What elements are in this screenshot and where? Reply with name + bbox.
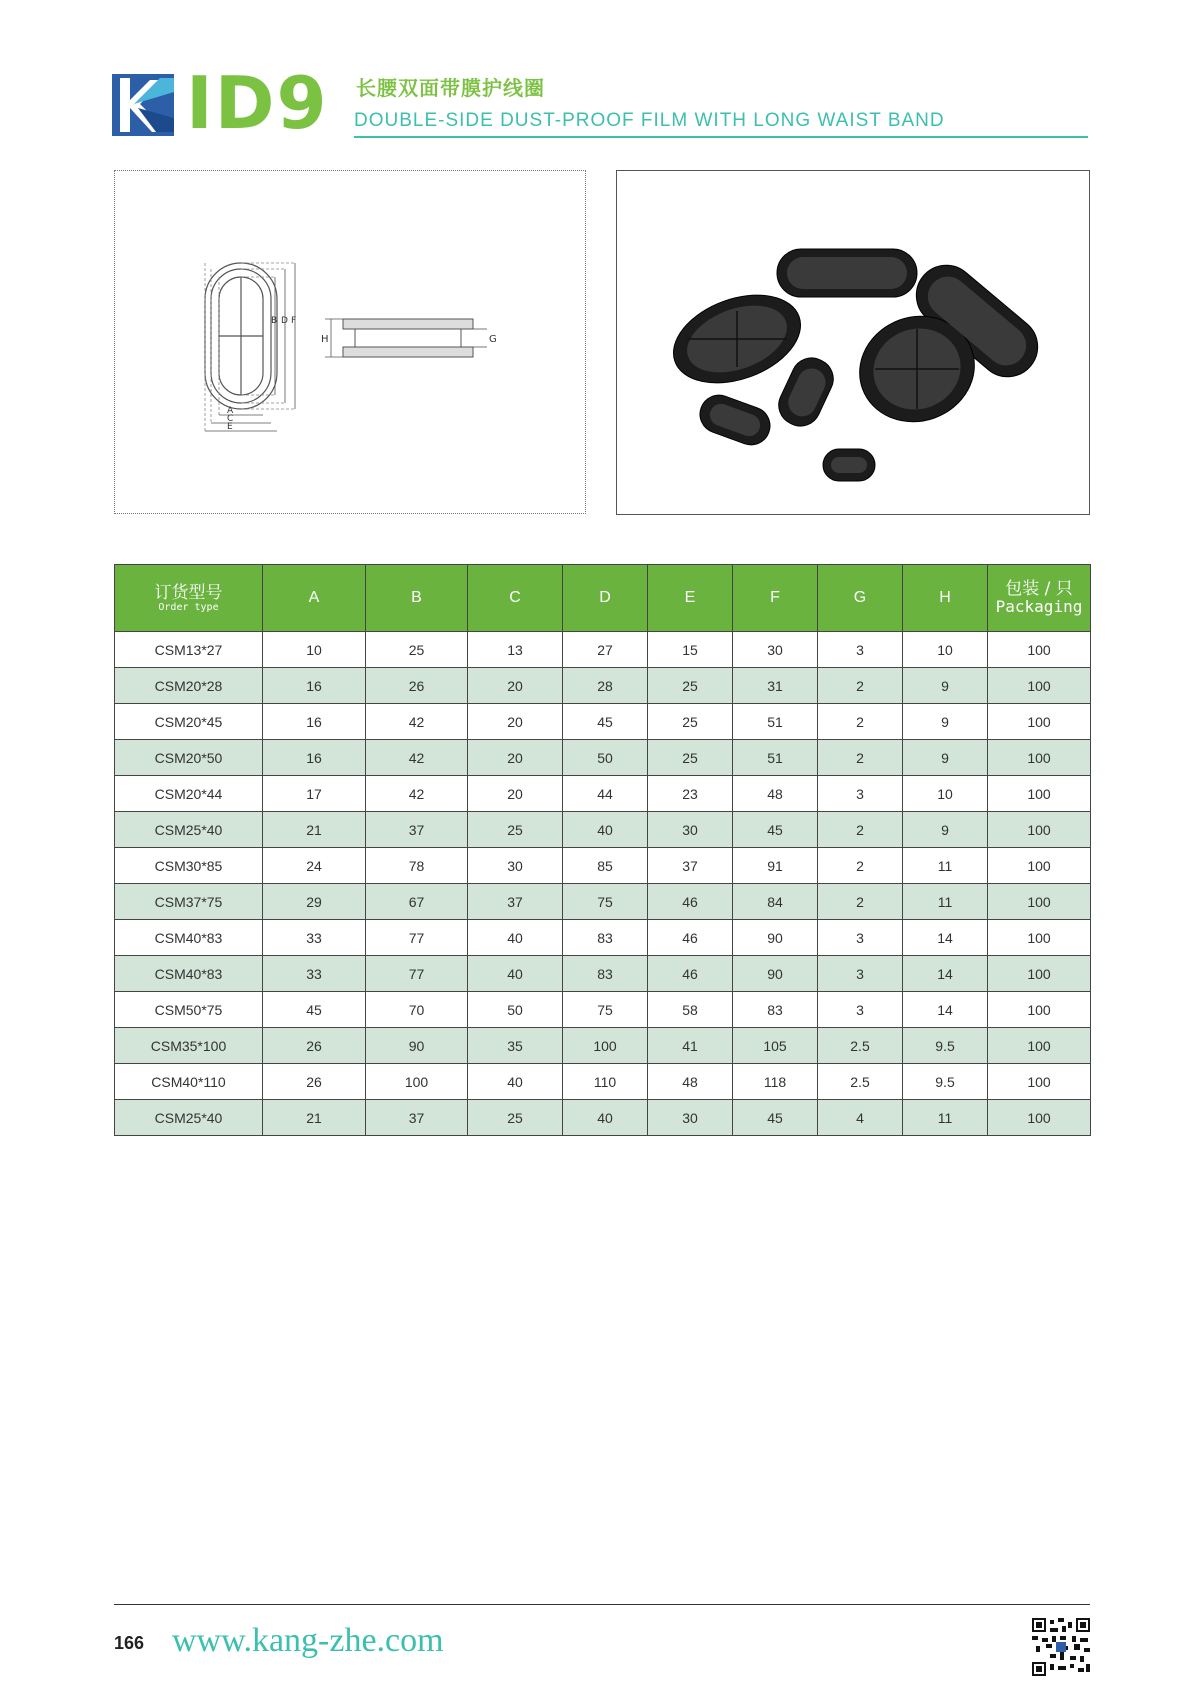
dim-label-g: G: [489, 334, 497, 345]
cell-dimension: 45: [733, 812, 818, 848]
cell-dimension: 11: [903, 884, 988, 920]
cell-dimension: 2: [818, 884, 903, 920]
header-divider: [354, 136, 1088, 138]
cell-dimension: 105: [733, 1028, 818, 1064]
cell-dimension: 75: [563, 884, 648, 920]
header-col-g: G: [818, 565, 903, 632]
cell-dimension: 11: [903, 1100, 988, 1136]
table-row: [115, 812, 1091, 848]
cell-order-type: CSM20*44: [115, 776, 263, 812]
cell-dimension: 27: [563, 632, 648, 668]
cell-dimension: 25: [468, 1100, 563, 1136]
cell-dimension: 42: [366, 776, 468, 812]
cell-dimension: 2.5: [818, 1064, 903, 1100]
cell-order-type: CSM37*75: [115, 884, 263, 920]
cell-dimension: 48: [648, 1064, 733, 1100]
grommet-dimension-diagram: [115, 171, 585, 513]
dim-label-a: A: [227, 406, 234, 416]
header-col-h: H: [903, 565, 988, 632]
cell-packaging: 100: [988, 668, 1091, 704]
cell-dimension: 40: [468, 956, 563, 992]
cell-dimension: 45: [733, 1100, 818, 1136]
cell-order-type: CSM30*85: [115, 848, 263, 884]
cell-order-type: CSM40*83: [115, 956, 263, 992]
cell-dimension: 17: [263, 776, 366, 812]
cell-dimension: 10: [263, 632, 366, 668]
cell-order-type: CSM25*40: [115, 1100, 263, 1136]
cell-dimension: 42: [366, 740, 468, 776]
table-row: [115, 740, 1091, 776]
header-col-b: B: [366, 565, 468, 632]
cell-dimension: 10: [903, 776, 988, 812]
table-row: [115, 920, 1091, 956]
cell-packaging: 100: [988, 1028, 1091, 1064]
cell-dimension: 45: [263, 992, 366, 1028]
cell-packaging: 100: [988, 632, 1091, 668]
cell-dimension: 100: [366, 1064, 468, 1100]
cell-order-type: CSM35*100: [115, 1028, 263, 1064]
cell-dimension: 3: [818, 920, 903, 956]
cell-dimension: 83: [733, 992, 818, 1028]
cell-dimension: 9: [903, 704, 988, 740]
cell-dimension: 9: [903, 668, 988, 704]
company-logo-mark: [112, 74, 174, 136]
cell-dimension: 83: [563, 920, 648, 956]
cell-order-type: CSM20*50: [115, 740, 263, 776]
cell-dimension: 23: [648, 776, 733, 812]
cell-dimension: 90: [733, 956, 818, 992]
cell-packaging: 100: [988, 920, 1091, 956]
cell-dimension: 3: [818, 992, 903, 1028]
cell-dimension: 41: [648, 1028, 733, 1064]
cell-dimension: 30: [648, 1100, 733, 1136]
cell-packaging: 100: [988, 740, 1091, 776]
cell-packaging: 100: [988, 956, 1091, 992]
cell-dimension: 91: [733, 848, 818, 884]
cell-dimension: 10: [903, 632, 988, 668]
website-url: www.kang-zhe.com: [172, 1622, 444, 1659]
cell-dimension: 21: [263, 1100, 366, 1136]
cell-dimension: 51: [733, 740, 818, 776]
cell-dimension: 46: [648, 956, 733, 992]
cell-dimension: 75: [563, 992, 648, 1028]
cell-dimension: 46: [648, 884, 733, 920]
cell-order-type: CSM20*28: [115, 668, 263, 704]
table-row: [115, 776, 1091, 812]
cell-dimension: 100: [563, 1028, 648, 1064]
cell-dimension: 3: [818, 956, 903, 992]
cell-dimension: 25: [366, 632, 468, 668]
cell-packaging: 100: [988, 848, 1091, 884]
table-row: [115, 704, 1091, 740]
cell-dimension: 30: [468, 848, 563, 884]
header-col-d: D: [563, 565, 648, 632]
table-row: [115, 1100, 1091, 1136]
cell-dimension: 20: [468, 668, 563, 704]
cell-dimension: 14: [903, 956, 988, 992]
cell-dimension: 90: [366, 1028, 468, 1064]
cell-dimension: 25: [648, 740, 733, 776]
cell-dimension: 31: [733, 668, 818, 704]
cell-dimension: 24: [263, 848, 366, 884]
cell-dimension: 2.5: [818, 1028, 903, 1064]
grommets-illustration: [617, 171, 1089, 514]
cell-dimension: 70: [366, 992, 468, 1028]
cell-dimension: 26: [366, 668, 468, 704]
cell-packaging: 100: [988, 884, 1091, 920]
cell-dimension: 85: [563, 848, 648, 884]
cell-dimension: 67: [366, 884, 468, 920]
cell-dimension: 2: [818, 740, 903, 776]
page-number: 166: [114, 1633, 145, 1653]
header-order-type: 订货型号 Order type: [115, 565, 263, 632]
cell-dimension: 26: [263, 1028, 366, 1064]
cell-dimension: 3: [818, 776, 903, 812]
cell-dimension: 84: [733, 884, 818, 920]
cell-dimension: 16: [263, 740, 366, 776]
cell-dimension: 14: [903, 920, 988, 956]
table-row: [115, 992, 1091, 1028]
cell-dimension: 25: [648, 668, 733, 704]
cell-dimension: 45: [563, 704, 648, 740]
dim-label-e: E: [227, 422, 233, 432]
cell-dimension: 90: [733, 920, 818, 956]
page-title-cn: 长腰双面带膜护线圈: [356, 76, 545, 100]
cell-dimension: 40: [563, 812, 648, 848]
table-row: [115, 668, 1091, 704]
cell-dimension: 77: [366, 920, 468, 956]
cell-dimension: 77: [366, 956, 468, 992]
spec-table: [114, 564, 1091, 1136]
cell-order-type: CSM50*75: [115, 992, 263, 1028]
cell-dimension: 30: [648, 812, 733, 848]
cell-dimension: 35: [468, 1028, 563, 1064]
cell-dimension: 44: [563, 776, 648, 812]
cell-packaging: 100: [988, 1100, 1091, 1136]
cell-dimension: 50: [563, 740, 648, 776]
cell-dimension: 25: [648, 704, 733, 740]
dim-label-b: B: [271, 316, 278, 326]
cell-dimension: 37: [648, 848, 733, 884]
cell-dimension: 26: [263, 1064, 366, 1100]
cell-dimension: 20: [468, 776, 563, 812]
cell-dimension: 40: [468, 920, 563, 956]
cell-dimension: 16: [263, 704, 366, 740]
table-header-row: [115, 565, 1091, 632]
table-row: [115, 848, 1091, 884]
table-row: [115, 1028, 1091, 1064]
cell-dimension: 2: [818, 812, 903, 848]
cell-dimension: 46: [648, 920, 733, 956]
header-col-c: C: [468, 565, 563, 632]
cell-dimension: 40: [563, 1100, 648, 1136]
cell-order-type: CSM40*110: [115, 1064, 263, 1100]
cell-dimension: 42: [366, 704, 468, 740]
dim-label-c: C: [227, 414, 234, 424]
cell-order-type: CSM40*83: [115, 920, 263, 956]
table-row: [115, 884, 1091, 920]
header-col-f: F: [733, 565, 818, 632]
cell-dimension: 9: [903, 740, 988, 776]
cell-dimension: 40: [468, 1064, 563, 1100]
header-col-e: E: [648, 565, 733, 632]
footer-divider: [114, 1604, 1090, 1605]
cell-dimension: 28: [563, 668, 648, 704]
cell-dimension: 50: [468, 992, 563, 1028]
header-packaging: 包装 / 只 Packaging: [988, 565, 1091, 632]
cell-dimension: 33: [263, 956, 366, 992]
cell-dimension: 21: [263, 812, 366, 848]
cell-dimension: 58: [648, 992, 733, 1028]
table-row: [115, 632, 1091, 668]
cell-dimension: 29: [263, 884, 366, 920]
table-row: [115, 1064, 1091, 1100]
cell-order-type: CSM13*27: [115, 632, 263, 668]
cell-dimension: 2: [818, 848, 903, 884]
technical-drawing: [114, 170, 586, 514]
cell-dimension: 11: [903, 848, 988, 884]
cell-order-type: CSM25*40: [115, 812, 263, 848]
qr-code: [1032, 1618, 1090, 1676]
cell-dimension: 20: [468, 740, 563, 776]
cell-dimension: 30: [733, 632, 818, 668]
cell-dimension: 33: [263, 920, 366, 956]
cell-dimension: 4: [818, 1100, 903, 1136]
table-body: [115, 632, 1091, 1136]
cell-dimension: 2: [818, 668, 903, 704]
cell-dimension: 25: [468, 812, 563, 848]
header-col-a: A: [263, 565, 366, 632]
cell-dimension: 9.5: [903, 1028, 988, 1064]
cell-dimension: 37: [468, 884, 563, 920]
cell-dimension: 9: [903, 812, 988, 848]
cell-dimension: 14: [903, 992, 988, 1028]
cell-dimension: 9.5: [903, 1064, 988, 1100]
cell-packaging: 100: [988, 776, 1091, 812]
product-photo: [616, 170, 1090, 515]
cell-packaging: 100: [988, 704, 1091, 740]
cell-dimension: 51: [733, 704, 818, 740]
cell-dimension: 83: [563, 956, 648, 992]
cell-dimension: 118: [733, 1064, 818, 1100]
cell-order-type: CSM20*45: [115, 704, 263, 740]
cell-packaging: 100: [988, 812, 1091, 848]
dim-label-f: F: [291, 316, 297, 326]
cell-dimension: 78: [366, 848, 468, 884]
cell-dimension: 3: [818, 632, 903, 668]
cell-dimension: 37: [366, 1100, 468, 1136]
cell-dimension: 20: [468, 704, 563, 740]
cell-packaging: 100: [988, 1064, 1091, 1100]
cell-dimension: 13: [468, 632, 563, 668]
cell-dimension: 48: [733, 776, 818, 812]
dim-label-h: H: [321, 334, 329, 345]
cell-dimension: 16: [263, 668, 366, 704]
table-row: [115, 956, 1091, 992]
cell-dimension: 110: [563, 1064, 648, 1100]
page-title-en: DOUBLE-SIDE DUST-PROOF FILM WITH LONG WAIST BAND: [354, 110, 945, 131]
cell-dimension: 37: [366, 812, 468, 848]
cell-dimension: 15: [648, 632, 733, 668]
cell-packaging: 100: [988, 992, 1091, 1028]
company-logo-text: ID9: [186, 61, 329, 145]
dim-label-d: D: [281, 316, 288, 326]
cell-dimension: 2: [818, 704, 903, 740]
